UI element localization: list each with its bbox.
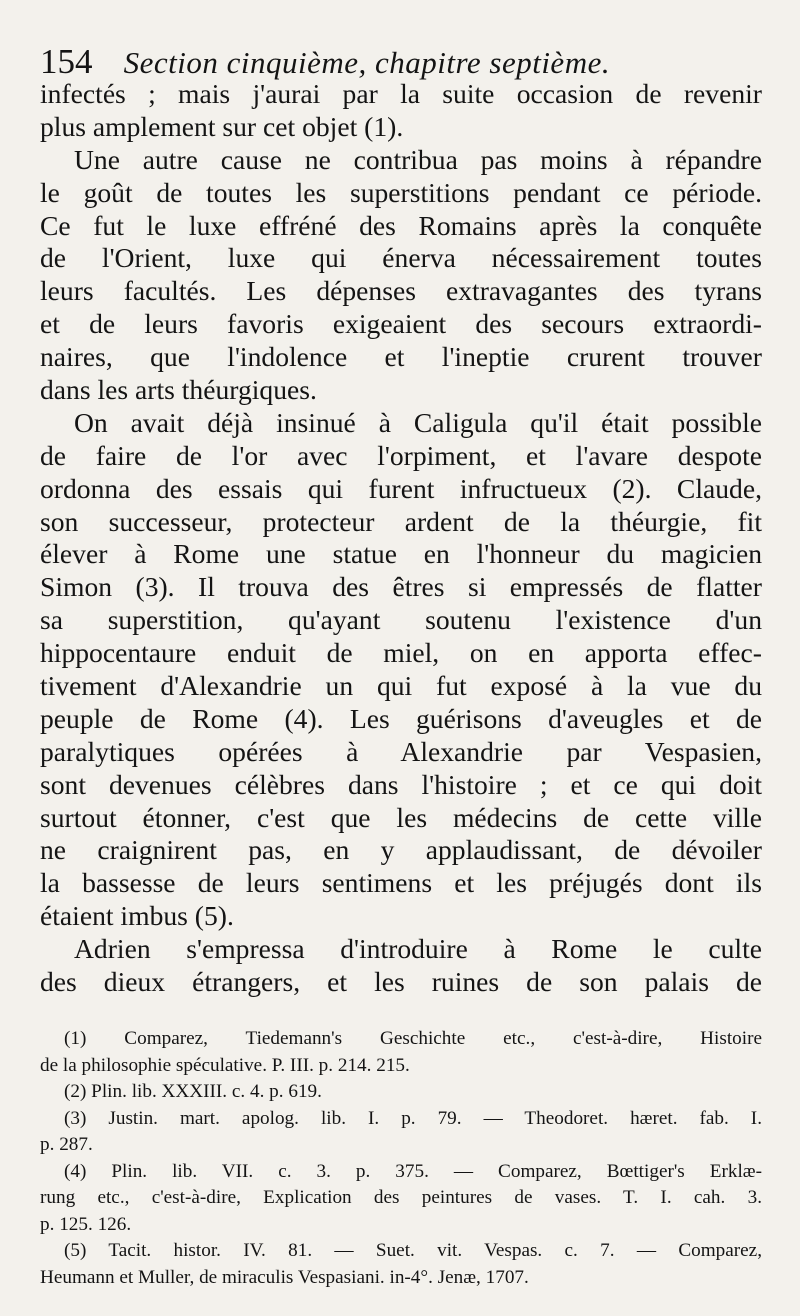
- footnote-line: Heumann et Muller, de miraculis Vespasiani. in-4°. Jenæ, 1707.: [40, 1266, 529, 1288]
- body-line: Adrien s'empressa d'introduire à Rome le culte: [74, 933, 762, 965]
- footnote-line: (4) Plin. lib. VII. c. 3. p. 375. — Comparez, Bœttiger's Erklæ-: [64, 1160, 762, 1182]
- body-line: On avait déjà insinué à Caligula qu'il était possible: [74, 406, 762, 438]
- body-text: [40, 78, 762, 999]
- body-line: sont devenues célèbres dans l'histoire ; et ce qui doit: [40, 768, 762, 800]
- body-line: ordonna des essais qui furent infructueux (2). Claude,: [40, 472, 762, 504]
- body-line: peuple de Rome (4). Les guérisons d'aveugles et de: [40, 702, 762, 734]
- body-line: leurs facultés. Les dépenses extravagantes des tyrans: [40, 275, 762, 307]
- body-line: hippocentaure enduit de miel, on en apporta effec-: [40, 637, 762, 669]
- body-line: élever à Rome une statue en l'honneur du magicien: [40, 538, 762, 570]
- body-line: la bassesse de leurs sentimens et les préjugés dont ils: [40, 867, 762, 899]
- footnote-line: p. 287.: [40, 1134, 93, 1155]
- body-line: étaient imbus (5).: [40, 900, 234, 932]
- body-line: plus amplement sur cet objet (1).: [40, 110, 404, 142]
- body-line: le goût de toutes les superstitions pendant ce période.: [40, 176, 762, 208]
- body-line: Une autre cause ne contribua pas moins à répandre: [74, 143, 762, 175]
- body-line: naires, que l'indolence et l'ineptie crurent trouver: [40, 341, 762, 373]
- body-line: et de leurs favoris exigeaient des secours extraordi-: [40, 308, 762, 340]
- running-title: Section cinquième, chapitre septième.: [123, 45, 611, 80]
- body-line: de faire de l'or avec l'orpiment, et l'avare despote: [40, 439, 762, 471]
- body-line: son successeur, protecteur ardent de la théurgie, fit: [40, 505, 762, 537]
- footnote-line: (2) Plin. lib. XXXIII. c. 4. p. 619.: [64, 1081, 322, 1102]
- body-line: dans les arts théurgiques.: [40, 374, 317, 406]
- footnote-line: (1) Comparez, Tiedemann's Geschichte etc., c'est-à-dire, Histoire: [64, 1028, 762, 1049]
- body-line: tivement d'Alexandrie un qui fut exposé à la vue du: [40, 670, 762, 702]
- body-line: Ce fut le luxe effréné des Romains après la conquête: [40, 209, 762, 241]
- body-line: paralytiques opérées à Alexandrie par Vespasien,: [40, 735, 762, 767]
- footnote-line: rung etc., c'est-à-dire, Explication des peintures de vases. T. I. cah. 3.: [40, 1187, 762, 1208]
- body-line: surtout étonner, c'est que les médecins de cette ville: [40, 801, 762, 833]
- footnote-line: de la philosophie spéculative. P. III. p. 214. 215.: [40, 1054, 410, 1076]
- body-line: Simon (3). Il trouva des êtres si empressés de flatter: [40, 571, 762, 603]
- body-line: des dieux étrangers, et les ruines de son palais de: [40, 966, 762, 998]
- body-line: ne craignirent pas, en y applaudissant, de dévoiler: [40, 834, 762, 866]
- body-line: infectés ; mais j'aurai par la suite occasion de revenir: [40, 78, 762, 109]
- body-line: sa superstition, qu'ayant soutenu l'existence d'un: [40, 604, 762, 636]
- footnote-line: p. 125. 126.: [40, 1213, 132, 1235]
- page-number: 154: [40, 42, 93, 81]
- body-line: de l'Orient, luxe qui énerva nécessairement toutes: [40, 242, 762, 274]
- footnote-line: (5) Tacit. histor. IV. 81. — Suet. vit. Vespas. c. 7. — Comparez,: [64, 1240, 762, 1261]
- footnotes: [40, 1026, 762, 1291]
- footnote-line: (3) Justin. mart. apolog. lib. I. p. 79. — Theodoret. hæret. fab. I.: [64, 1107, 762, 1129]
